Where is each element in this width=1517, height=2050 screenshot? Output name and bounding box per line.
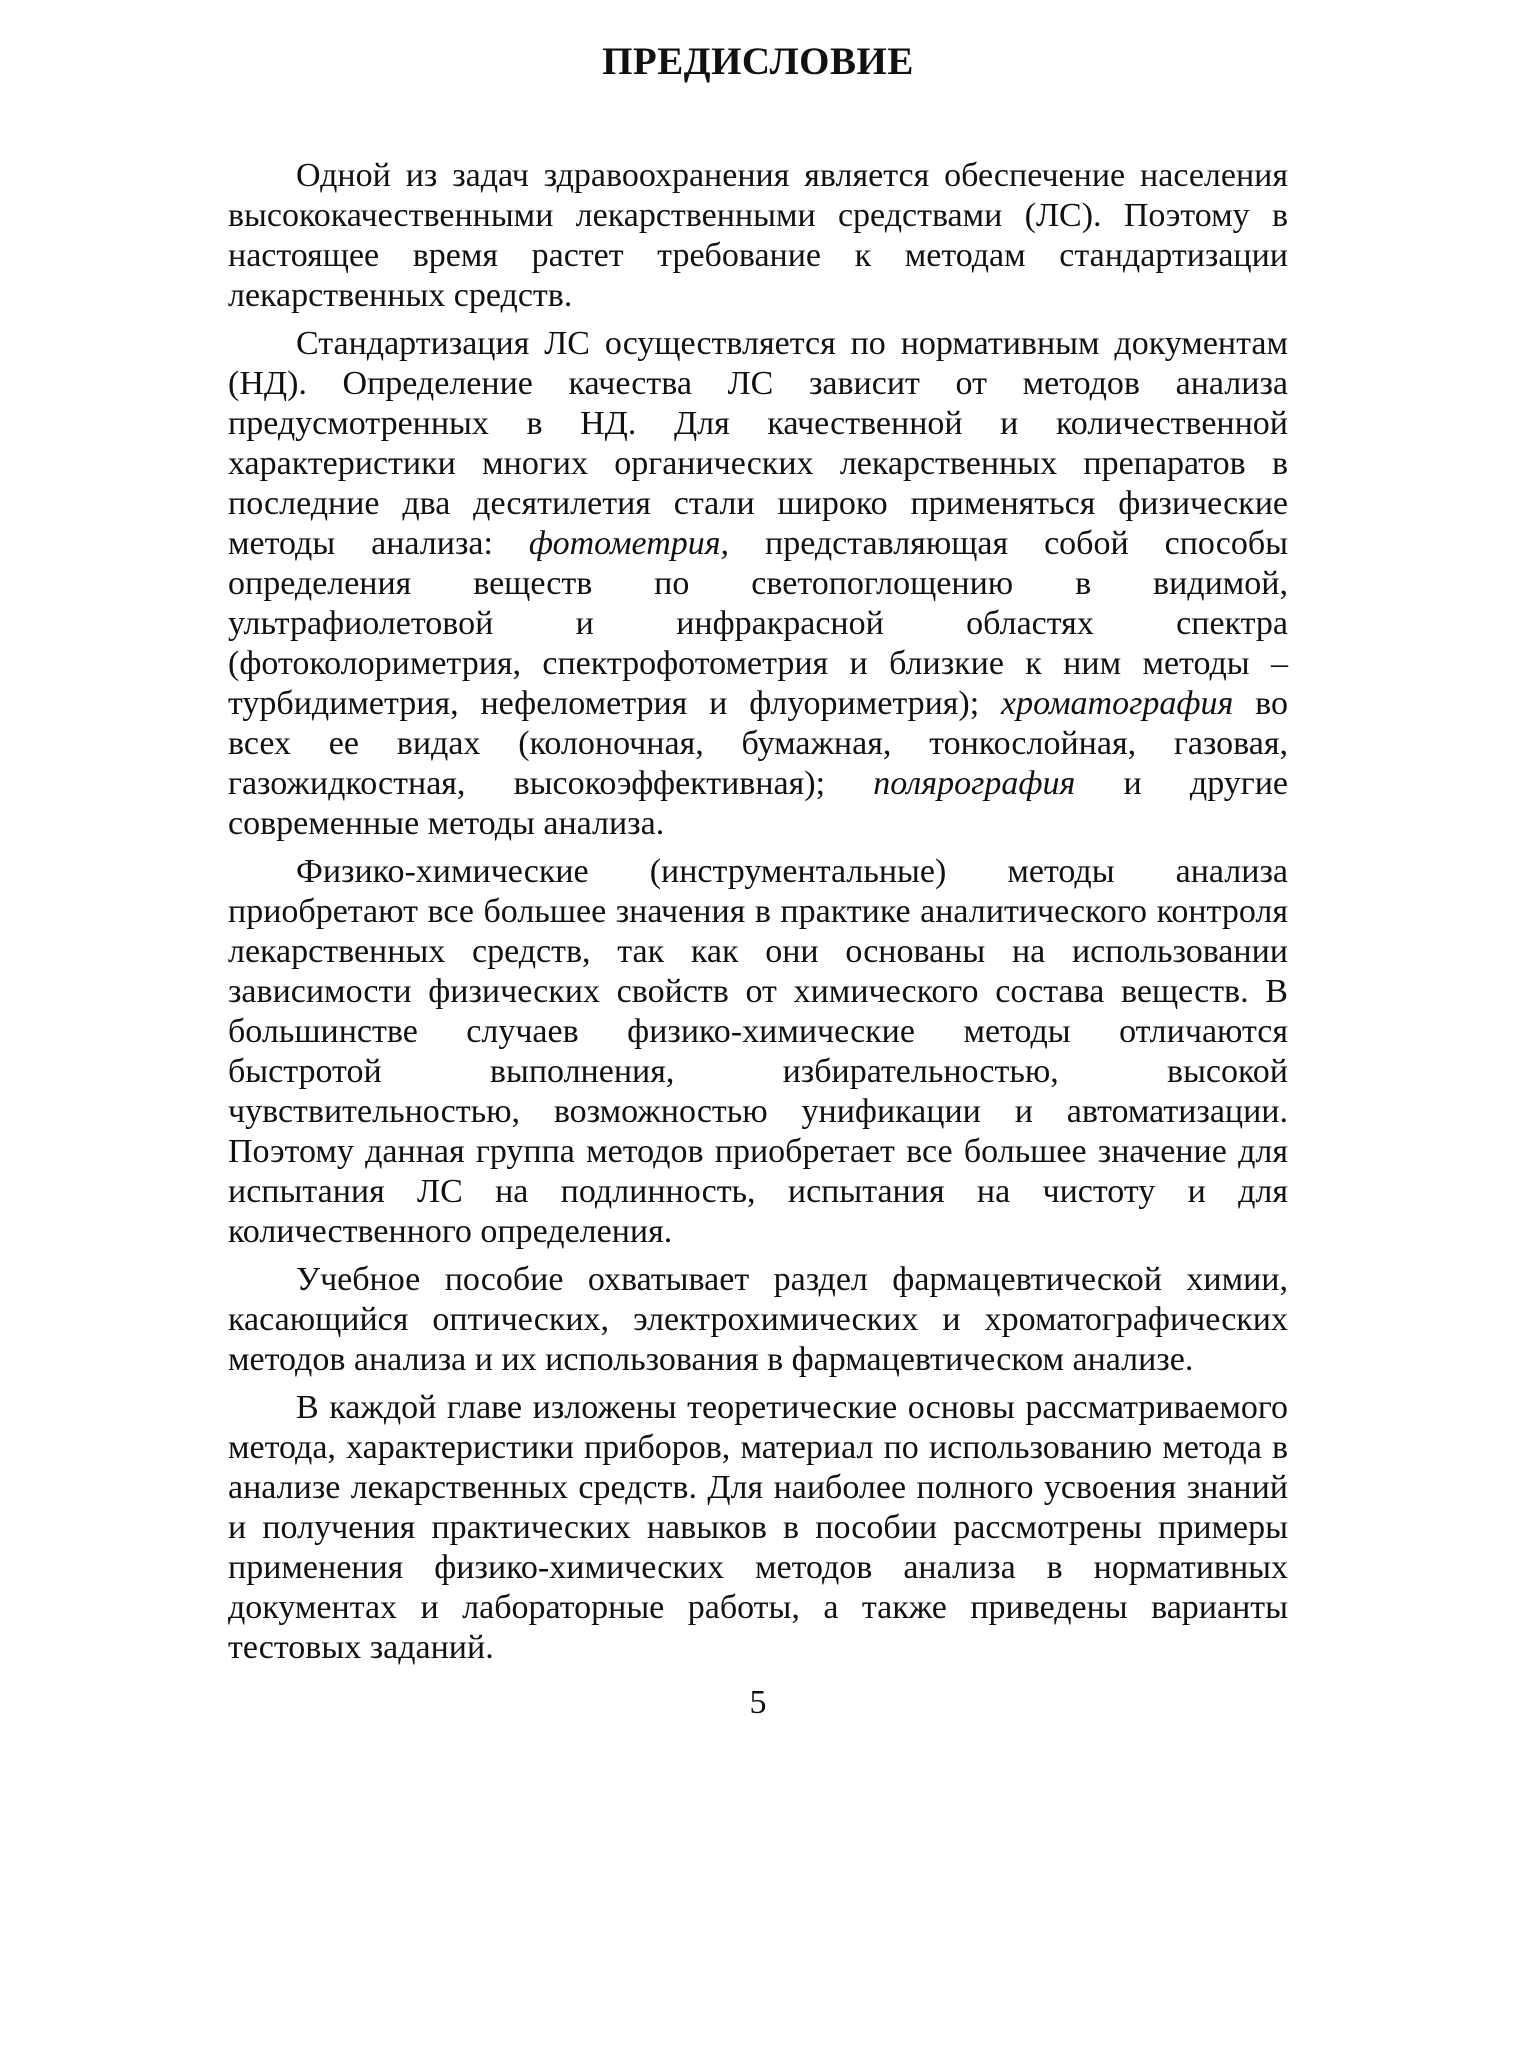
- paragraph-2-text: представляющая собой способы определения веществ по светопоглощению в видимой, ультрафиолетовой и инфракрасной областях спектра (фотоколориметрия, спектрофотометрия и близкие к ним методы – турбидиметрия, нефелометрия и флуориметрия);: [228, 525, 1288, 722]
- paragraph-2-text: и другие современные методы анализа.: [228, 765, 1288, 842]
- paragraph-5-text: В каждой главе изложены теоретические основы рассматриваемого метода, характеристики приборов, материал по использованию метода в анализе лекарственных средств. Для наиболее полного усвоения знаний и получения практических навыков в пособии рассмотрены примеры применения физико-химических методов анализа в нормативных документах и лабораторные работы, а также приведены варианты тестовых заданий.: [228, 1389, 1288, 1666]
- page-title: ПРЕДИСЛОВИЕ: [602, 40, 914, 83]
- term-photometry: фотометрия,: [528, 525, 730, 562]
- paragraph-4: [228, 1260, 1288, 1380]
- paragraph-4-text: Учебное пособие охватывает раздел фармацевтической химии, касающийся оптических, электрохимических и хроматографических методов анализа и их использования в фармацевтическом анализе.: [228, 1261, 1288, 1378]
- term-polarography: полярография: [873, 765, 1076, 802]
- paragraph-2-text: Стандартизация ЛС осуществляется по нормативным документам (НД). Определение качества ЛС зависит от методов анализа предусмотренных в НД. Для качественной и количественной характеристики многих органических лекарственных препаратов в последние два десятилетия стали широко применяться физические методы анализа:: [228, 325, 1288, 562]
- paragraph-1: [228, 156, 1288, 316]
- paragraph-2: [228, 324, 1288, 844]
- paragraph-1-text: Одной из задач здравоохранения является обеспечение населения высококачественными лекарственными средствами (ЛС). Поэтому в настоящее время растет требование к методам стандартизации лекарственных средств.: [228, 157, 1288, 314]
- term-chromatography: хроматография: [1001, 685, 1234, 722]
- paragraph-2-text: во всех ее видах (колоночная, бумажная, тонкослойная, газовая, газожидкостная, высокоэффективная);: [228, 685, 1288, 802]
- paragraph-3-text: Физико-химические (инструментальные) методы анализа приобретают все большее значения в практике аналитического контроля лекарственных средств, так как они основаны на использовании зависимости физических свойств от химического состава веществ. В большинстве случаев физико-химические методы отличаются быстротой выполнения, избирательностью, высокой чувствительностью, возможностью унификации и автоматизации. Поэтому данная группа методов приобретает все большее значение для испытания ЛС на подлинность, испытания на чистоту и для количественного определения.: [228, 853, 1288, 1250]
- document-page: [228, 38, 1288, 1721]
- page-number: 5: [749, 1684, 767, 1721]
- paragraph-5: [228, 1388, 1288, 1668]
- paragraph-3: [228, 852, 1288, 1252]
